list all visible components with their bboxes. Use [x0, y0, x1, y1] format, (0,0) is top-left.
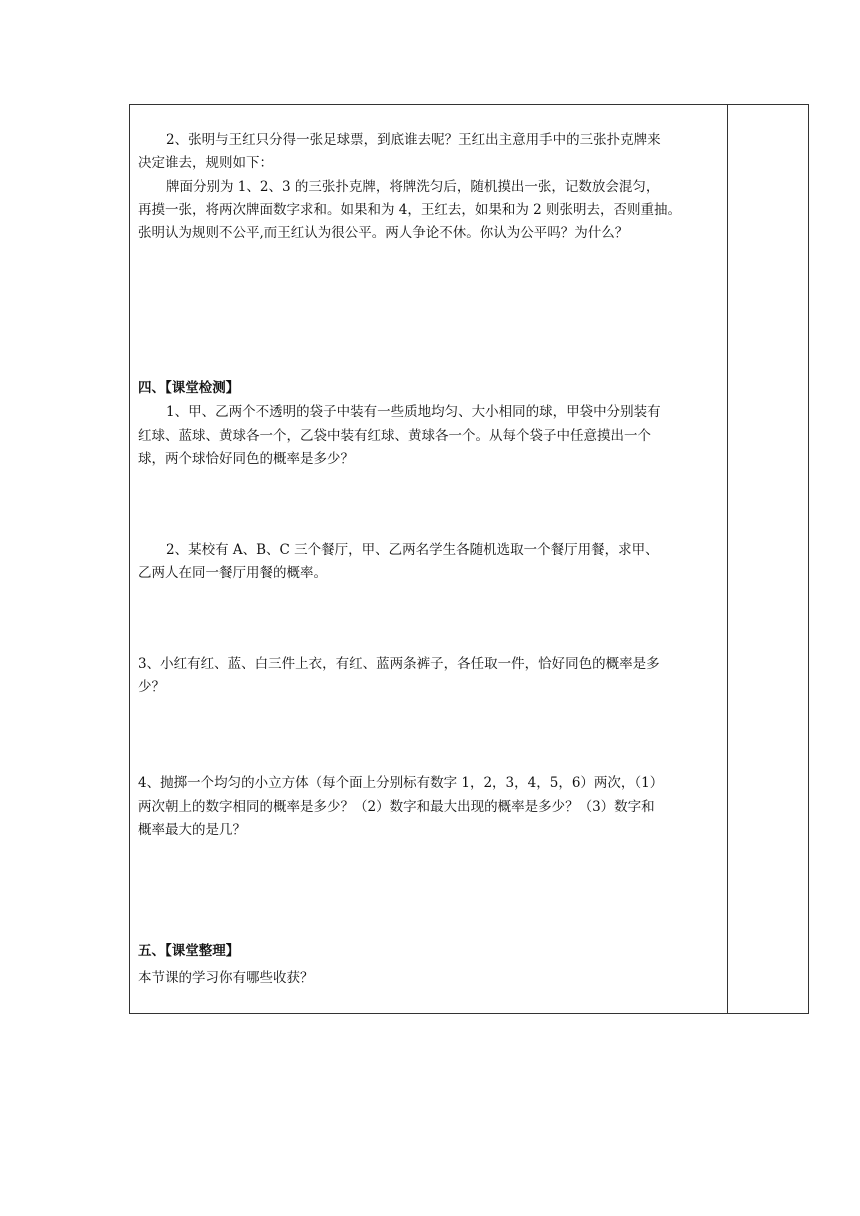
column-divider — [727, 105, 728, 1013]
quiz-3-line-2: 少？ — [138, 679, 165, 695]
problem-2-line-4: 再摸一张，将两次牌面数字求和。如果和为 4，王红去，如果和为 2 则张明去，否则重抽。 — [138, 202, 682, 218]
problem-2-line-1: 2、张明与王红只分得一张足球票，到底谁去呢？王红出主意用手中的三张扑克牌来 — [166, 132, 661, 148]
quiz-3-line-1: 3、小红有红、蓝、白三件上衣，有红、蓝两条裤子，各任取一件，恰好同色的概率是多 — [138, 656, 660, 672]
quiz-1-line-3: 球，两个球恰好同色的概率是多少？ — [138, 451, 354, 467]
quiz-1-line-1: 1、甲、乙两个不透明的袋子中装有一些质地均匀、大小相同的球，甲袋中分别装有 — [166, 404, 661, 420]
section-4-heading: 四、【课堂检测】 — [138, 380, 240, 396]
quiz-2-line-2: 乙两人在同一餐厅用餐的概率。 — [138, 565, 327, 581]
quiz-4-line-2: 两次朝上的数字相同的概率是多少？（2）数字和最大出现的概率是多少？（3）数字和 — [138, 799, 655, 815]
summary-prompt: 本节课的学习你有哪些收获？ — [138, 970, 314, 986]
quiz-1-line-2: 红球、蓝球、黄球各一个，乙袋中装有红球、黄球各一个。从每个袋子中任意摸出一个 — [138, 428, 651, 444]
problem-2-line-2: 决定谁去，规则如下： — [138, 155, 273, 171]
problem-2-line-3: 牌面分别为 1、2、3 的三张扑克牌，将牌洗匀后，随机摸出一张，记数放会混匀， — [166, 179, 660, 195]
quiz-4-line-3: 概率最大的是几？ — [138, 822, 246, 838]
section-5-heading: 五、【课堂整理】 — [138, 943, 240, 959]
problem-2-line-5: 张明认为规则不公平,而王红认为很公平。两人争论不休。你认为公平吗？为什么？ — [138, 225, 629, 241]
quiz-4-line-1: 4、抛掷一个均匀的小立方体（每个面上分别标有数字 1，2，3，4，5，6）两次，（1） — [138, 775, 664, 791]
quiz-2-line-1: 2、某校有 A、B、C 三个餐厅，甲、乙两名学生各随机选取一个餐厅用餐，求甲、 — [166, 542, 659, 558]
